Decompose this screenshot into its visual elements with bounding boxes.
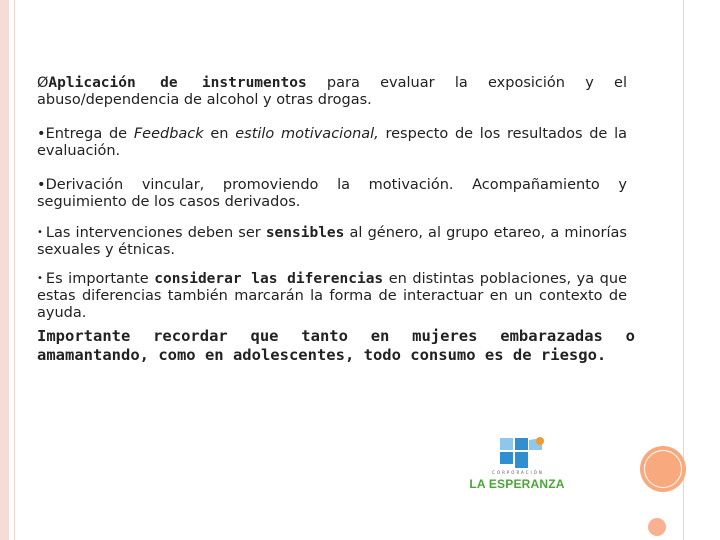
paragraph-instruments-lead: Aplicación de instrumentos [48, 75, 307, 91]
arrow-bullet-icon: Ø [37, 75, 49, 91]
paragraph-interventions-strong: sensibles [265, 225, 345, 241]
paragraph-feedback-emphasis-2: estilo motivacional, [235, 126, 379, 142]
paragraph-derivation [37, 177, 627, 211]
la-esperanza-logo-name: LA ESPERANZA [469, 477, 565, 491]
paragraph-feedback [37, 126, 627, 160]
la-esperanza-logo-tagline: CORPORACIÓN [492, 470, 544, 475]
decorative-circle-ring [644, 450, 682, 488]
paragraph-differences-text-1: Es importante [45, 271, 155, 287]
slide-body [37, 75, 635, 365]
bullet-icon: • [37, 126, 46, 142]
bullet-icon: • [37, 177, 46, 193]
paragraph-feedback-text-3: respecto de los resultados de la evaluación. [37, 126, 627, 159]
paragraph-derivation-text: Derivación vincular, promoviendo la motivación. Acompañamiento y seguimiento de los casos derivados. [37, 177, 627, 210]
paragraph-interventions-text-2: al género, al grupo etareo, a minorías sexuales y étnicas. [37, 225, 627, 258]
paragraph-differences-text-2: en distintas poblaciones, ya que estas diferencias también marcarán la forma de interactuar en un contexto de ayuda. [37, 271, 627, 321]
paragraph-instruments-rest: para evaluar la exposición y el abuso/dependencia de alcohol y otras drogas. [37, 75, 627, 108]
paragraph-instruments [37, 75, 627, 109]
paragraph-differences [37, 270, 627, 322]
decorative-left-band [0, 0, 9, 540]
paragraph-interventions-text-1: Las intervenciones deben ser [45, 225, 266, 241]
decorative-circle-small [648, 518, 666, 536]
paragraph-interventions [37, 224, 627, 259]
la-esperanza-logo-mark-icon [498, 436, 546, 470]
paragraph-feedback-text-2: en [203, 126, 236, 142]
paragraph-risk-note: Importante recordar que tanto en mujeres embarazadas o amamantando, como en adolescentes, todo consumo es de riesgo. [37, 327, 635, 364]
paragraph-differences-strong: considerar las diferencias [154, 271, 384, 287]
la-esperanza-logo [462, 436, 572, 492]
paragraph-feedback-text-1: Entrega de [45, 126, 134, 142]
bullet-icon: • [37, 273, 43, 284]
paragraph-feedback-emphasis-1: Feedback [133, 126, 204, 142]
bullet-icon: • [37, 227, 43, 238]
decorative-left-line [14, 0, 15, 540]
